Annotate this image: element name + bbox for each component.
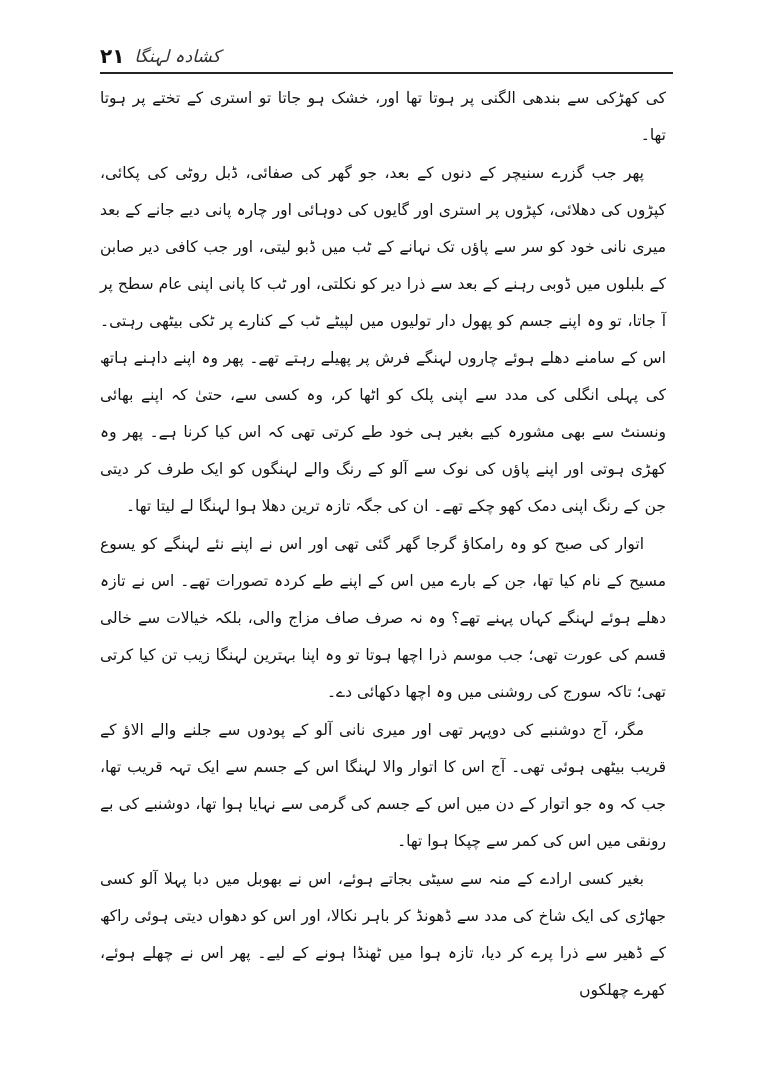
running-title: کشادہ لہنگا [134,46,221,67]
paragraph-4: مگر، آج دوشنبے کی دوپہر تھی اور میری نانی آلو کے پودوں سے جلنے والے الاؤ کے قریب بیٹھی ہوئی تھی۔ آج اس کا اتوار والا لہنگا اس کے جسم سے ایک تہہ قریب تھا، جب کہ وہ جو اتوار کے دن میں اس کے جسم کی گرمی سے نہایا ہوا تھا، دوشنبے کی بے رونقی میں اس کی کمر سے چپکا ہوا تھا۔ [100,721,666,850]
paragraph-2: پھر جب گزرے سنیچر کے دنوں کے بعد، جو گھر کی صفائی، ڈبل روٹی کی پکائی، کپڑوں کی دھلائی، کپڑوں پر استری اور گایوں کی دوہائی اور چارہ پانی دیے جانے کے بعد میری نانی خود کو سر سے پاؤں تک نہانے کے ٹب میں ڈبو لیتی، اور جب کافی دیر صابن کے بلبلوں میں ڈوبی رہنے کے بعد سے ذرا دیر کو نکلتی، اور ٹب کا پانی اپنی عام سطح پر آ جاتا، تو وہ اپنے جسم کو پھول دار تولیوں میں لپیٹے ٹب کے کنارے پر ٹکی بیٹھی رہتی۔ اس کے سامنے دھلے ہوئے چاروں لہنگے فرش پر پھیلے رہتے تھے۔ پھر وہ اپنے داہنے ہاتھ کی پہلی انگلی کی مدد سے اپنی پلک کو اٹھا کر، وہ کسی سے، حتیٰ کہ اپنے بھائی ونسنٹ سے بھی مشورہ کیے بغیر ہی خود طے کرتی تھی کہ اس کیا کرنا ہے۔ پھر وہ کھڑی ہوتی اور اپنے پاؤں کی نوک سے آلو کے رنگ والے لہنگوں کو ایک طرف کر دیتی جن کے رنگ اپنی دمک کھو چکے تھے۔ ان کی جگہ تازہ ترین دھلا ہوا لہنگا لے لیتا تھا۔ [100,164,666,515]
paragraph-3: اتوار کی صبح کو وہ رامکاؤ گرجا گھر گئی تھی اور اس نے اپنے نئے لہنگے کو یسوع مسیح کے نام کیا تھا، جن کے بارے میں اس کے اپنے طے کردہ تصورات تھے۔ اس نے تازہ دھلے ہوئے لہنگے کہاں پہنے تھے؟ وہ نہ صرف صاف مزاج والی، بلکہ خیالات سے خالی قسم کی عورت تھی؛ جب موسم ذرا اچھا ہوتا تو وہ اپنا بہترین لہنگا زیب تن کیا کرتی تھی؛ تاکہ سورج کی روشنی میں وہ اچھا دکھائی دے۔ [100,535,666,701]
running-header [100,44,673,74]
paragraph-5: بغیر کسی ارادے کے منہ سے سیٹی بجاتے ہوئے، اس نے بھوبل میں دبا پہلا آلو کسی جھاڑی کی ایک شاخ کی مدد سے ڈھونڈ کر باہر نکالا، اور اس کو دھواں دیتی ہوئی راکھ کے ڈھیر سے ذرا پرے کر دیا، تازہ ہوا میں ٹھنڈا ہونے کے لیے۔ پھر اس نے چھلے ہوئے، کھرے چھلکوں [100,870,666,999]
paragraph-1: کی کھڑکی سے بندھی الگنی پر ہوتا تھا اور، خشک ہو جاتا تو استری کے تختے پر ہوتا تھا۔ [100,89,666,144]
page-number: ۲۱ [100,44,125,68]
body-text [100,80,666,1009]
